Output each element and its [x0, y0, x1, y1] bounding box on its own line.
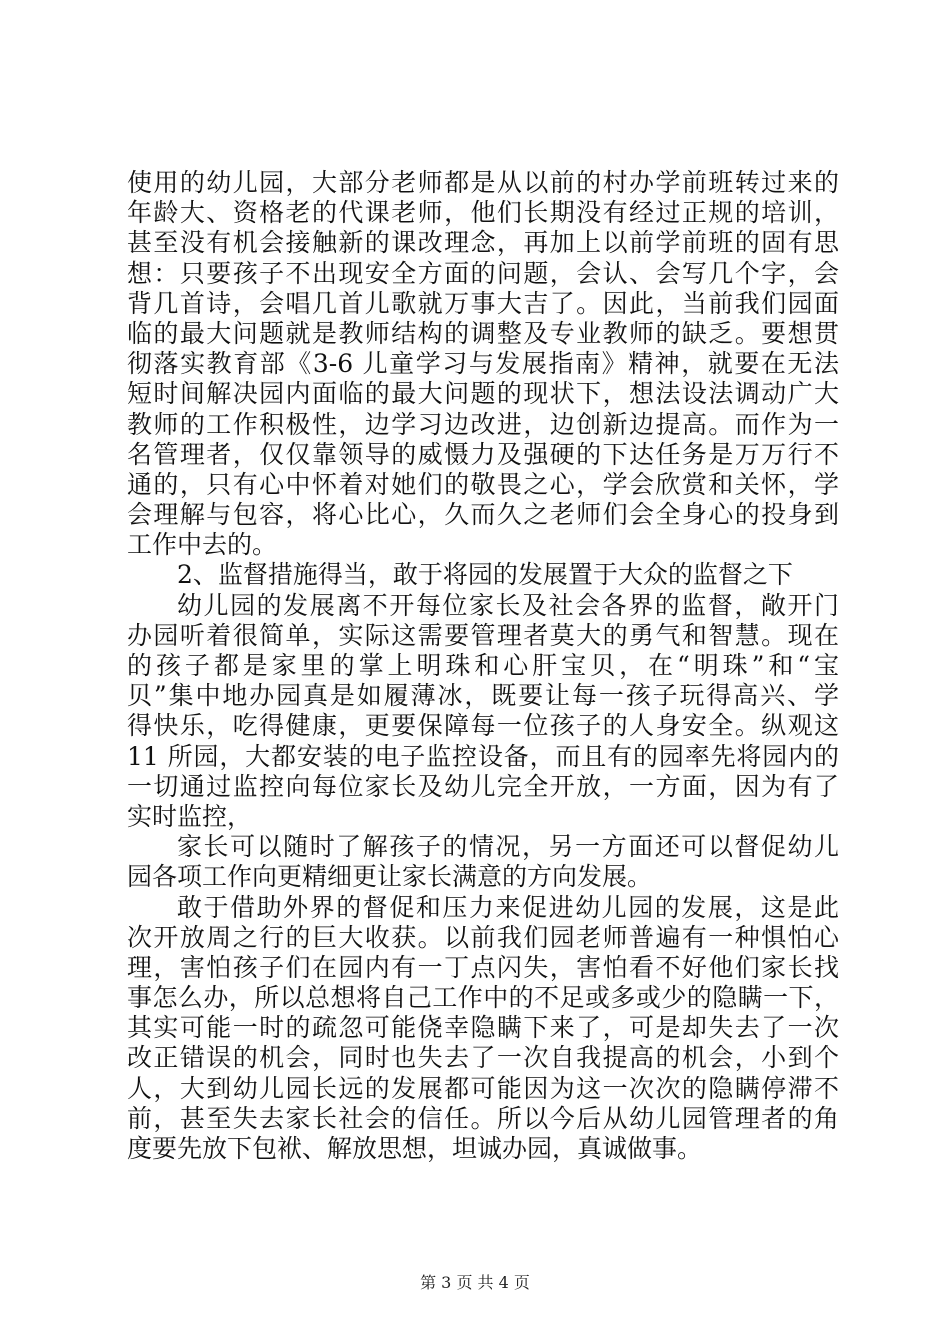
- text-line: 幼儿园的发展离不开每位家长及社会各界的监督，敞开门: [177, 590, 839, 620]
- text-line: 事怎么办，所以总想将自己工作中的不足或多或少的隐瞒一下，: [127, 983, 839, 1013]
- text-line: 园各项工作向更精细更让家长满意的方向发展。: [127, 862, 653, 892]
- text-line: 名管理者，仅仅靠领导的威慑力及强硬的下达任务是万万行不: [127, 439, 839, 469]
- text-line: 想：只要孩子不出现安全方面的问题，会认、会写几个字，会: [127, 258, 839, 288]
- text-line: 短时间解决园内面临的最大问题的现状下，想法设法调动广大: [127, 379, 839, 409]
- text-line: 临的最大问题就是教师结构的调整及专业教师的缺乏。要想贯: [127, 318, 839, 348]
- text-line: 教师的工作积极性，边学习边改进，边创新边提高。而作为一: [127, 409, 839, 439]
- text-line: 理，害怕孩子们在园内有一丁点闪失，害怕看不好他们家长找: [127, 952, 839, 982]
- body-text: [127, 168, 839, 1164]
- text-line: 得快乐，吃得健康，更要保障每一位孩子的人身安全。纵观这: [127, 711, 839, 741]
- text-line: 前，甚至失去家长社会的信任。所以今后从幼儿园管理者的角: [127, 1103, 839, 1133]
- section-heading: 2、监督措施得当，敢于将园的发展置于大众的监督之下: [177, 560, 793, 590]
- text-line: 度要先放下包袱、解放思想，坦诚办园，真诚做事。: [127, 1134, 703, 1163]
- text-line: 其实可能一时的疏忽可能侥幸隐瞒下来了，可是却失去了一次: [127, 1013, 839, 1043]
- text-line: 一切通过监控向每位家长及幼儿完全开放，一方面，因为有了: [127, 771, 839, 801]
- text-line: 使用的幼儿园，大部分老师都是从以前的村办学前班转过来的: [127, 168, 839, 197]
- text-line: 11 所园，大都安装的电子监控设备，而且有的园率先将园内的: [127, 741, 839, 771]
- text-line: 贝”集中地办园真是如履薄冰，既要让每一孩子玩得高兴、学: [127, 681, 839, 711]
- text-line: 敢于借助外界的督促和压力来促进幼儿园的发展，这是此: [177, 892, 839, 922]
- text-line: 办园听着很简单，实际这需要管理者莫大的勇气和智慧。现在: [127, 620, 839, 650]
- text-line: 年龄大、资格老的代课老师，他们长期没有经过正规的培训，: [127, 198, 839, 228]
- text-line: 背几首诗，会唱几首儿歌就万事大吉了。因此，当前我们园面: [127, 288, 839, 318]
- text-line: 实时监控，: [127, 801, 253, 831]
- text-line: 通的，只有心中怀着对她们的敬畏之心，学会欣赏和关怀，学: [127, 469, 839, 499]
- text-line: 彻落实教育部《3-6 儿童学习与发展指南》精神，就要在无法: [127, 349, 839, 379]
- text-line: 甚至没有机会接触新的课改理念，再加上以前学前班的固有思: [127, 228, 839, 258]
- text-line: 人，大到幼儿园长远的发展都可能因为这一次次的隐瞒停滞不: [127, 1073, 839, 1103]
- text-line: 工作中去的。: [127, 530, 278, 560]
- text-line: 改正错误的机会，同时也失去了一次自我提高的机会，小到个: [127, 1043, 839, 1073]
- page-footer: 第 3 页 共 4 页: [420, 1273, 530, 1292]
- text-line: 的孩子都是家里的掌上明珠和心肝宝贝，在“明珠”和“宝: [127, 651, 839, 680]
- text-line: 次开放周之行的巨大收获。以前我们园老师普遍有一种惧怕心: [127, 922, 839, 952]
- text-line: 会理解与包容，将心比心，久而久之老师们会全身心的投身到: [127, 500, 839, 530]
- text-line: 家长可以随时了解孩子的情况，另一方面还可以督促幼儿: [177, 832, 839, 862]
